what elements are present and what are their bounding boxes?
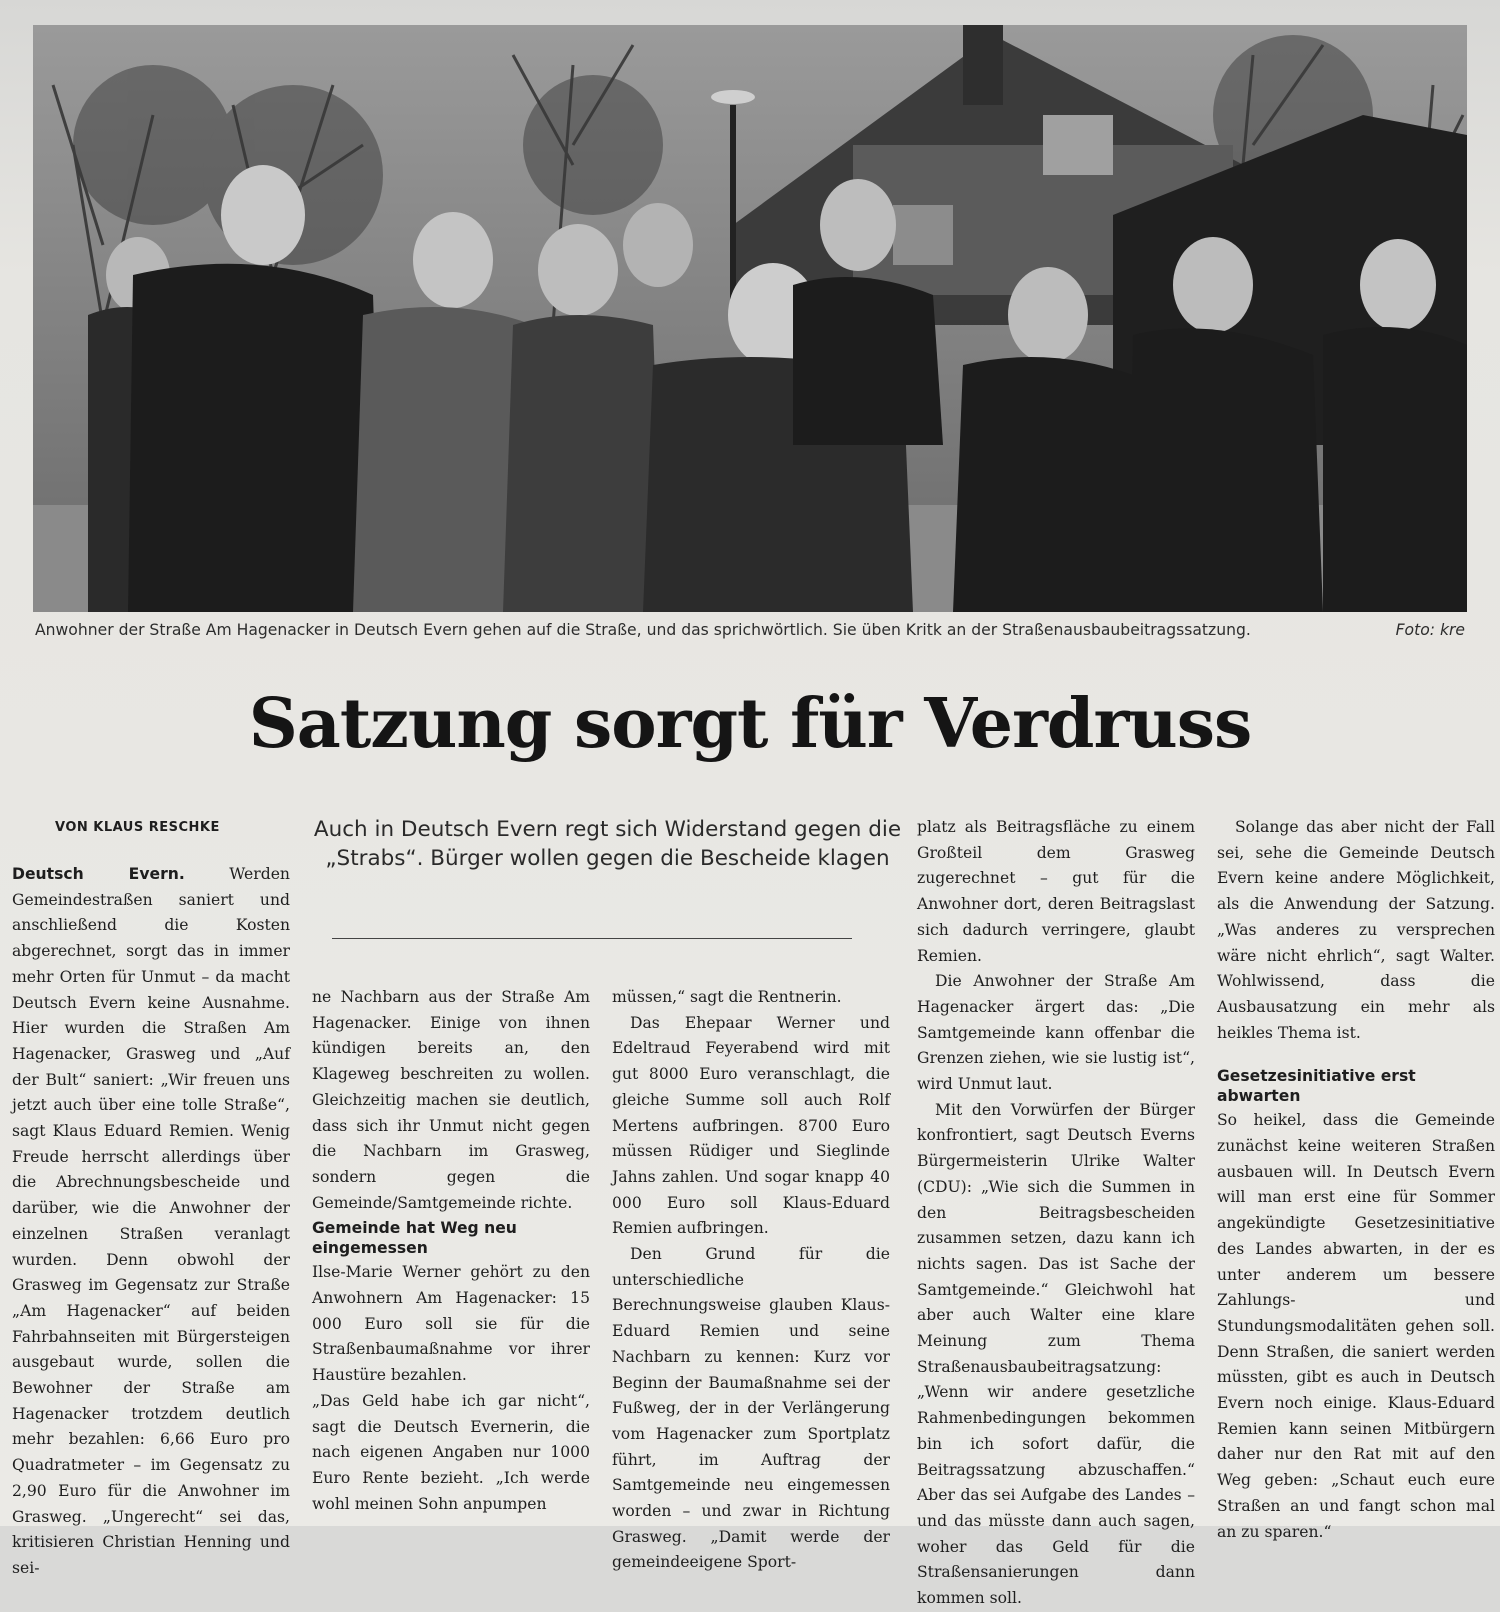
article-subhead: Auch in Deutsch Evern regt sich Widerstand gegen die „Strabs“. Bürger wollen gegen die Bescheide klagen [313, 817, 902, 871]
paragraph: Solange das aber nicht der Fall sei, sehe die Gemeinde Deutsch Evern keine andere Möglichkeit, als die Anwendung der Satzung. „Was anderes zu versprechen wäre nicht ehrlich“, sagt Walter. Wohlwissend, dass die Ausbausatzung ein mehr als heikles Thema ist. [1217, 818, 1495, 1042]
paragraph: ne Nachbarn aus der Straße Am Hagenacker. Einige von ihnen kündigen bereits an, den Klageweg beschreiten zu wollen. Gleichzeitig machen sie deutlich, dass sich ihr Unmut nicht gegen die Nachbarn im Grasweg, sondern gegen die Gemeinde/Samtgemeinde richte. [312, 988, 590, 1212]
subheading: Gesetzesinitiative erst abwarten [1217, 1067, 1416, 1106]
paragraph: „Das Geld habe ich gar nicht“, sagt die Deutsch Evernerin, die nach eigenen Angaben nur 1000 Euro Rente bezieht. „Ich werde wohl meinen Sohn anpumpen [312, 1391, 590, 1513]
group-photo [33, 25, 1467, 612]
photo-credit: Foto: kre [1395, 621, 1465, 639]
group-photo-icon [33, 25, 1467, 612]
caption-text: Anwohner der Straße Am Hagenacker in Deutsch Evern gehen auf die Straße, und das sprichwörtlich. Sie üben Kritk an der Straßenausbaubeitragssatzung. [35, 621, 1251, 639]
paragraph: Den Grund für die unterschiedliche Berechnungsweise glauben Klaus-Eduard Remien und seine Nachbarn zu kennen: Kurz vor Beginn der Baumaßnahme sei der Fußweg, der in der Verlängerung vom Hagenacker zum Sportplatz führt, im Auftrag der Samtgemeinde neu eingemessen worden – und zwar in Richtung Grasweg. „Damit werde der gemeindeeigene Sport- [612, 1245, 890, 1572]
photo-caption [35, 621, 1465, 645]
column-1 [12, 862, 290, 1582]
column-2 [312, 985, 590, 1517]
paragraph: Ilse-Marie Werner gehört zu den Anwohnern Am Hagenacker: 15 000 Euro soll sie für die Straßenbaumaßnahme vor ihrer Haustüre bezahlen. [312, 1263, 590, 1385]
column-3 [612, 985, 890, 1576]
paragraph: platz als Beitragsfläche zu einem Großteil dem Grasweg zugerechnet – gut für die Anwohner dort, deren Beitragslast sich dadurch verringere, glaubt Remien. [917, 818, 1195, 965]
paragraph: müssen,“ sagt die Rentnerin. [612, 988, 842, 1006]
dateline: Deutsch Evern. [12, 865, 185, 883]
paragraph [12, 862, 290, 1582]
subhead-divider [332, 938, 852, 939]
byline: VON KLAUS RESCHKE [55, 820, 220, 835]
subheading: Gemeinde hat Weg neu eingemessen [312, 1219, 517, 1258]
paragraph: Das Ehepaar Werner und Edeltraud Feyerabend wird mit gut 8000 Euro veranschlagt, die gleiche Summe soll auch Rolf Mertens aufbringen. 8700 Euro müssen Rüdiger und Sieglinde Jahns zahlen. Und sogar knapp 40 000 Euro soll Klaus-Eduard Remien aufbringen. [612, 1013, 890, 1238]
column-4 [917, 815, 1195, 1612]
paragraph-text: Werden Gemeindestraßen saniert und anschließend die Kosten abgerechnet, sorgt das in immer mehr Orten für Unmut – da macht Deutsch Evern keine Ausnahme. Hier wurden die Straßen Am Hagenacker, Grasweg und „Auf der Bult“ saniert: „Wir freuen uns jetzt auch über eine tolle Straße“, sagt Klaus Eduard Remien. Wenig Freude herrscht allerdings über die Abrechnungsbescheide und darüber, wie die Anwohner der einzelnen Straßen veranlagt wurden. Denn obwohl der Grasweg im Gegensatz zur Straße „Am Hagenacker“ auf beiden Fahrbahnseiten mit Bürgersteigen ausgebaut wurde, sollen die Bewohner der Straße am Hagenacker trotzdem deutlich mehr bezahlen: 6,66 Euro pro Quadratmeter – im Gegensatz zu 2,90 Euro für die Anwohner im Grasweg. „Ungerecht“ sei das, kritisieren Christian Henning und sei- [12, 865, 290, 1577]
paragraph: Mit den Vorwürfen der Bürger konfrontiert, sagt Deutsch Everns Bürgermeisterin Ulrike Walter (CDU): „Wie sich die Summen in den Beitragsbescheiden zusammen setzen, dazu kann ich nichts sagen. Das ist Sache der Samtgemeinde.“ Gleichwohl hat aber auch Walter eine klare Meinung zum Thema Straßenausbaubeitragsatzung: „Wenn wir andere gesetzliche Rahmenbedingungen bekommen bin ich sofort dafür, die Beitragssatzung abzuschaffen.“ Aber das sei Aufgabe des Landes – und das müsste dann auch sagen, woher das Geld für die Straßensanierungen dann kommen soll. [917, 1100, 1195, 1608]
paragraph: So heikel, dass die Gemeinde zunächst keine weiteren Straßen ausbauen will. In Deutsch Evern will man erst eine für Sommer angekündigte Gesetzesinitiative des Landes abwarten, in der es unter anderem um bessere Zahlungs- und Stundungsmodalitäten gehen soll. Denn Straßen, die saniert werden müssten, gibt es auch in Deutsch Evern noch einige. Klaus-Eduard Remien kann seinen Mitbürgern daher nur den Rat mit auf den Weg geben: „Schaut euch eure Straßen an und fangt schon mal an zu sparen.“ [1217, 1111, 1495, 1541]
article-headline: Satzung sorgt für Verdruss [248, 684, 1252, 764]
paragraph: Die Anwohner der Straße Am Hagenacker ärgert das: „Die Samtgemeinde kann offenbar die Grenzen ziehen, wie sie lustig ist“, wird Unmut laut. [917, 972, 1195, 1094]
column-5 [1217, 815, 1495, 1545]
